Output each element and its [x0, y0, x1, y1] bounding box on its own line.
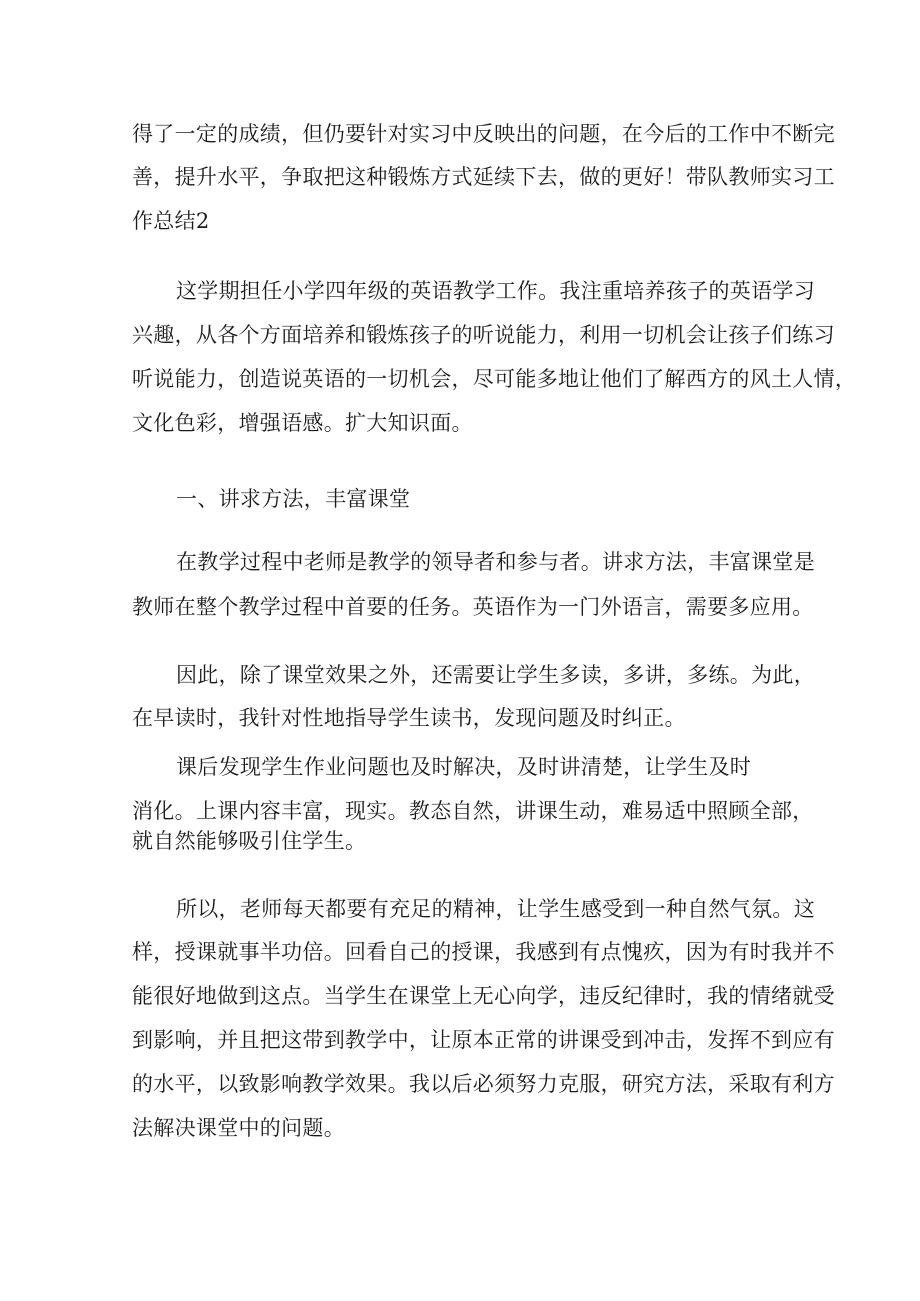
- paragraph-3-line-1: 在教学过程中老师是教学的领导者和参与者。讲求方法，丰富课堂是: [176, 550, 815, 574]
- paragraph-4-line-1: 因此，除了课堂效果之外，还需要让学生多读，多讲，多练。为此，: [176, 663, 815, 687]
- paragraph-1-line-3: 作总结2: [132, 209, 210, 233]
- paragraph-6-line-5: 的水平，以致影响教学效果。我以后必须努力克服，研究方法，采取有利方: [132, 1072, 835, 1096]
- paragraph-4-line-2: 在早读时，我针对性地指导学生读书，发现问题及时纠正。: [132, 706, 686, 730]
- section-heading: 一、讲求方法，丰富课堂: [176, 487, 411, 511]
- paragraph-3-line-2: 教师在整个教学过程中首要的任务。英语作为一门外语言，需要多应用。: [132, 595, 814, 619]
- paragraph-2-line-1: 这学期担任小学四年级的英语教学工作。我注重培养孩子的英语学习: [176, 279, 815, 303]
- paragraph-6-line-3: 能很好地做到这点。当学生在课堂上无心向学，违反纪律时，我的情绪就受: [132, 984, 835, 1008]
- paragraph-2-line-2: 兴趣，从各个方面培养和锻炼孩子的听说能力，利用一切机会让孩子们练习: [132, 323, 835, 347]
- paragraph-1-line-2: 善，提升水平，争取把这种锻炼方式延续下去，做的更好！带队教师实习工: [132, 165, 835, 189]
- paragraph-5-line-2: 消化。上课内容丰富，现实。教态自然，讲课生动，难易适中照顾全部，: [132, 799, 814, 823]
- paragraph-5-line-1: 课后发现学生作业问题也及时解决，及时讲清楚，让学生及时: [176, 755, 752, 779]
- paragraph-2-line-4: 文化色彩，增强语感。扩大知识面。: [132, 411, 473, 435]
- paragraph-6-line-6: 法解决课堂中的问题。: [132, 1116, 345, 1140]
- paragraph-6-line-4: 到影响，并且把这带到教学中，让原本正常的讲课受到冲击，发挥不到应有: [132, 1028, 835, 1052]
- paragraph-2-line-3: 听说能力，创造说英语的一切机会，尽可能多地让他们了解西方的风土人情，: [132, 367, 857, 391]
- paragraph-6-line-1: 所以，老师每天都要有充足的精神，让学生感受到一种自然气氛。这: [176, 897, 815, 921]
- paragraph-6-line-2: 样，授课就事半功倍。回看自己的授课，我感到有点愧疚，因为有时我并不: [132, 940, 835, 964]
- paragraph-1-line-1: 得了一定的成绩，但仍要针对实习中反映出的问题，在今后的工作中不断完: [132, 122, 835, 146]
- paragraph-5-line-3: 就自然能够吸引住学生。: [132, 829, 367, 853]
